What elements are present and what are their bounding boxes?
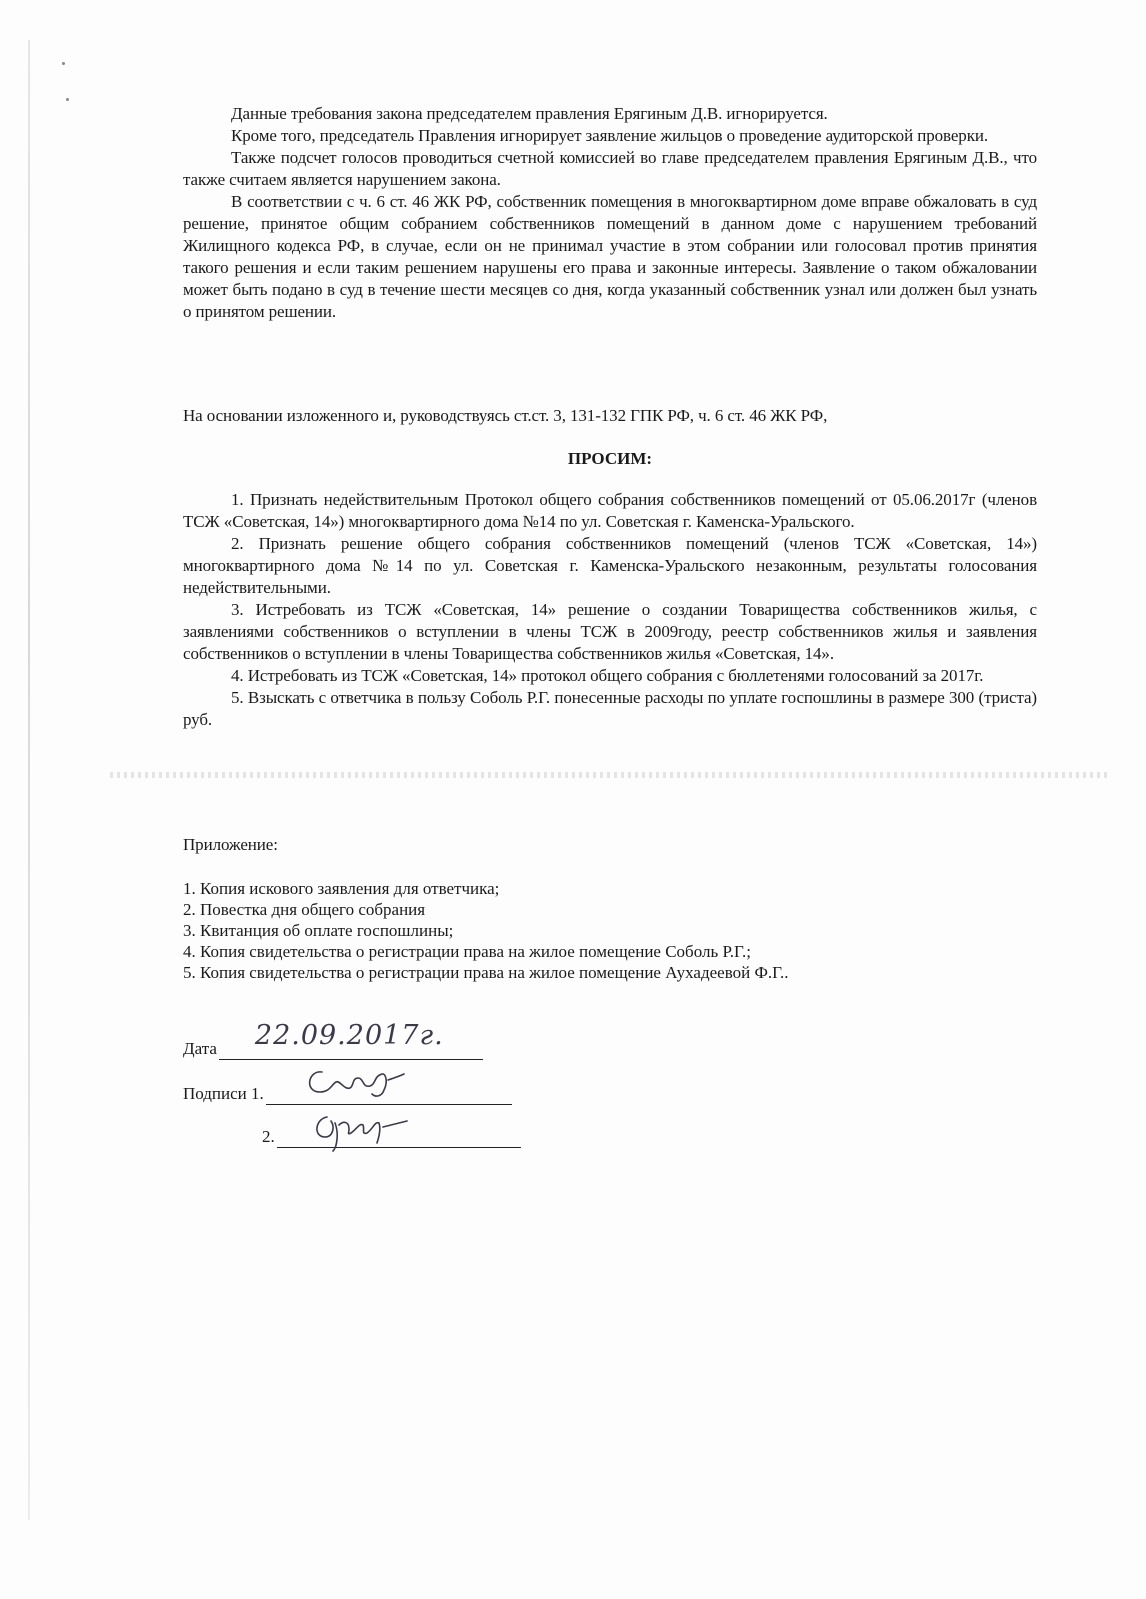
request-item-4: 4. Истребовать из ТСЖ «Советская, 14» протокол общего собрания с бюллетенями голосований за 2017г. xyxy=(231,666,984,685)
signature-line-1 xyxy=(266,1082,512,1105)
basis-paragraph: На основании изложенного и, руководствуясь ст.ст. 3, 131-132 ГПК РФ, ч. 6 ст. 46 ЖК РФ, xyxy=(183,406,828,425)
request-item-5: 5. Взыскать с ответчика в пользу Соболь Р.Г. понесенные расходы по уплате госпошлины в размере 300 (триста) руб. xyxy=(183,688,1037,729)
date-line xyxy=(219,1020,483,1060)
signature-2-scribble xyxy=(307,1103,427,1153)
scan-speck xyxy=(62,62,65,65)
request-item-2: 2. Признать решение общего собрания собственников помещений (членов ТСЖ «Советская, 14») многоквартирного дома №14 по ул. Советская г. Каменска-Уральского незаконным, результаты голосования недействительными. xyxy=(183,534,1037,597)
scan-artifact-line xyxy=(110,772,1110,778)
signature-1-scribble xyxy=(300,1062,410,1102)
date-row xyxy=(183,1020,483,1060)
attachment-item-5: 5. Копия свидетельства о регистрации права на жилое помещение Аухадеевой Ф.Г.. xyxy=(183,963,789,982)
request-item-1: 1. Признать недействительным Протокол общего собрания собственников помещений от 05.06.2017г (членов ТСЖ «Советская, 14») многоквартирного дома №14 по ул. Советская г. Каменска-Уральского. xyxy=(183,490,1037,531)
attachment-item-2: 2. Повестка дня общего собрания xyxy=(183,900,426,919)
intro-paragraph-3: Также подсчет голосов проводиться счетной комиссией во главе председателем правления Ерягиным Д.В., что также считаем является нарушением закона. xyxy=(183,148,1037,189)
attachments-heading-block xyxy=(183,834,1037,856)
intro-paragraph-2: Кроме того, председатель Правления игнорирует заявление жильцов о проведение аудиторской проверки. xyxy=(231,126,989,145)
intro-paragraph-4: В соответствии с ч. 6 ст. 46 ЖК РФ, собственник помещения в многоквартирном доме вправе обжаловать в суд решение, принятое общим собранием собственников помещений в данном доме с нарушением требований Жилищного кодекса РФ, в случае, если он не принимал участие в этом собрании или голосовал против принятия такого решения и если таким решением нарушены его права и законные интересы. Заявление о таком обжаловании может быть подано в суд в течение шести месяцев со дня, когда указанный собственник узнал или должен был узнать о принятом решении. xyxy=(183,192,1037,321)
signature-2-label: 2. xyxy=(262,1127,275,1146)
attachments-heading: Приложение: xyxy=(183,835,278,854)
attachment-item-4: 4. Копия свидетельства о регистрации права на жилое помещение Соболь Р.Г.; xyxy=(183,942,751,961)
date-label: Дата xyxy=(183,1039,217,1058)
requests-section xyxy=(183,489,1037,731)
signature-line-2 xyxy=(277,1125,521,1148)
signatures-label: Подписи 1. xyxy=(183,1084,264,1103)
signature-row-1 xyxy=(183,1082,512,1105)
signature-row-2 xyxy=(262,1125,521,1148)
intro-section xyxy=(183,103,1037,323)
date-handwritten: 22.09.2017г. xyxy=(254,1020,444,1051)
intro-paragraph-1: Данные требования закона председателем правления Ерягиным Д.В. игнорируется. xyxy=(231,104,828,123)
request-item-3: 3. Истребовать из ТСЖ «Советская, 14» решение о создании Товарищества собственников жилья, с заявлениями собственников о вступлении в члены ТСЖ в 2009году, реестр собственников жилья и заявления собственников о вступлении в члены Товарищества собственников жилья «Советская, 14». xyxy=(183,600,1037,663)
request-heading: ПРОСИМ: xyxy=(567,449,653,468)
basis-section xyxy=(183,405,1037,427)
attachment-item-1: 1. Копия искового заявления для ответчика; xyxy=(183,879,500,898)
attachments-list xyxy=(183,878,1037,983)
attachment-item-3: 3. Квитанция об оплате госпошлины; xyxy=(183,921,454,940)
scan-edge-shadow xyxy=(28,40,30,1520)
scan-speck xyxy=(66,98,69,101)
